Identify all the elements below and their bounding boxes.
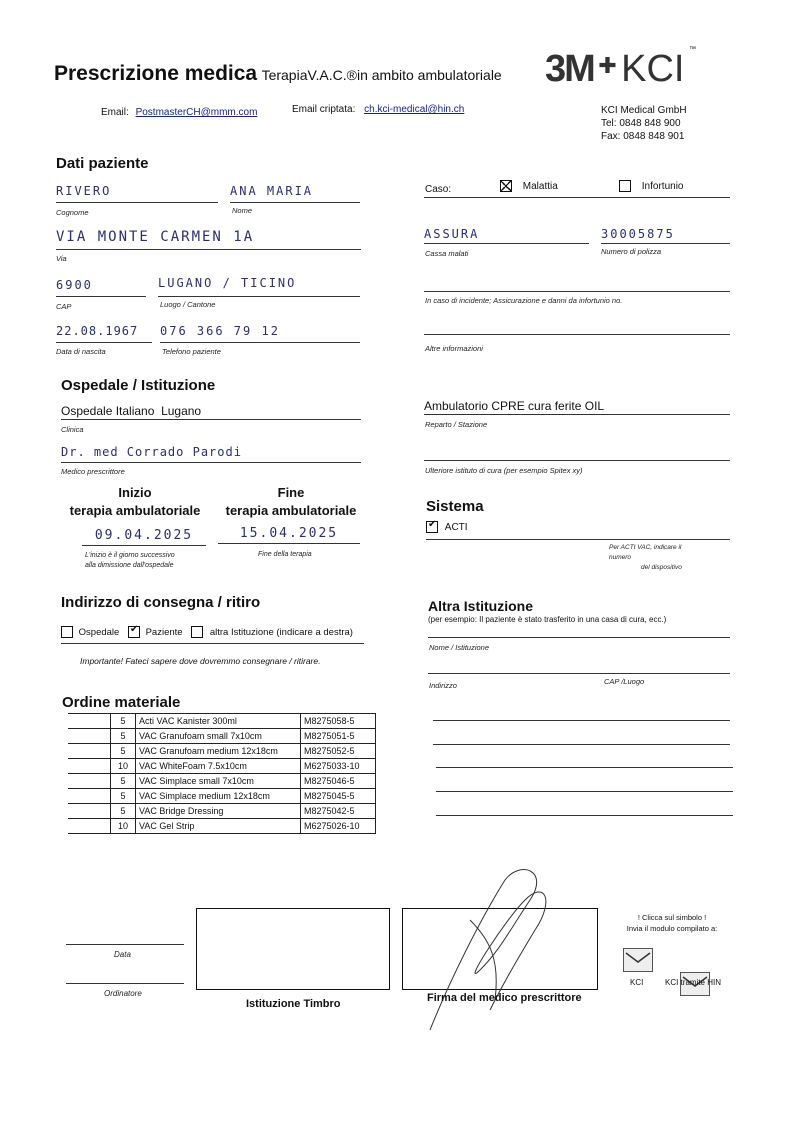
- delivery-patient-checkbox[interactable]: [128, 626, 140, 638]
- department-label: Reparto / Stazione: [425, 420, 488, 429]
- department-field[interactable]: Ambulatorio CPRE cura ferite OIL: [424, 399, 730, 415]
- delivery-hospital-checkbox[interactable]: [61, 626, 73, 638]
- other-name-label: Nome / Istituzione: [429, 643, 490, 652]
- case-label: Caso:: [425, 184, 452, 195]
- phone-field[interactable]: 076 366 79 12: [160, 324, 360, 343]
- device-note-2: numero: [609, 554, 632, 561]
- logo-kci: KCI: [621, 48, 685, 90]
- prescriber-field[interactable]: [66, 983, 184, 984]
- order-qty[interactable]: 5: [111, 729, 136, 744]
- order-desc: Acti VAC Kanister 300ml: [136, 714, 301, 729]
- delivery-patient-label: Paziente: [145, 626, 183, 638]
- dob-field[interactable]: 22.08.1967: [56, 324, 152, 343]
- order-code: M8275042-5: [301, 804, 376, 819]
- street-label: Via: [56, 254, 67, 263]
- order-table: [68, 713, 376, 834]
- order-desc: VAC Simplace medium 12x18cm: [136, 789, 301, 804]
- send-info: [616, 912, 728, 934]
- company-info: [601, 104, 687, 143]
- delivery-options: [61, 626, 353, 638]
- system-section-title: Sistema: [426, 498, 484, 515]
- stamp-box[interactable]: [196, 908, 390, 990]
- order-empty-cell: [68, 714, 111, 729]
- order-desc: VAC Simplace small 7x10cm: [136, 774, 301, 789]
- title-sub: TerapiaV.A.C.®in ambito ambulatoriale: [261, 67, 502, 83]
- further-field[interactable]: [424, 460, 730, 461]
- email-link[interactable]: PostmasterCH@mmm.com: [135, 107, 258, 118]
- accident-field[interactable]: [424, 291, 730, 292]
- acti-checkbox[interactable]: [426, 521, 438, 533]
- stamp-label: Istituzione Timbro: [246, 998, 341, 1010]
- accident-number-label: In caso di incidente; Assicurazione e danni da infortunio no.: [425, 296, 623, 305]
- surname-field[interactable]: RIVERO: [56, 184, 218, 203]
- order-qty[interactable]: 5: [111, 774, 136, 789]
- order-empty-cell: [68, 759, 111, 774]
- start-note: [85, 551, 175, 571]
- start-title: [60, 484, 210, 520]
- doctor-field[interactable]: Dr. med Corrado Parodi: [61, 445, 361, 463]
- accident-label: Infortunio: [641, 180, 684, 192]
- other-cap-label: CAP /Luogo: [604, 677, 645, 686]
- name-label: Nome: [232, 206, 253, 215]
- table-row: [68, 804, 376, 819]
- doctor-label: Medico prescrittore: [61, 467, 125, 476]
- case-line: [424, 197, 730, 198]
- order-code: M8275045-5: [301, 789, 376, 804]
- device-note: [609, 543, 682, 573]
- order-empty-cell: [68, 744, 111, 759]
- case-accident-option[interactable]: [619, 180, 683, 192]
- acti-label: ACTI: [444, 521, 468, 533]
- end-date-field[interactable]: 15.04.2025: [218, 526, 360, 544]
- delivery-note: Importante! Fateci sapere dove dovremmo consegnare / ritirare.: [80, 656, 321, 666]
- delivery-section-title: Indirizzo di consegna / ritiro: [61, 594, 261, 611]
- dob-label: Data di nascita: [56, 347, 106, 356]
- cap-label: CAP: [56, 302, 72, 311]
- kci-label: KCI: [630, 978, 644, 987]
- hospital-section-title: Ospedale / Istituzione: [61, 377, 216, 394]
- delivery-line: [61, 643, 364, 644]
- other-name-field[interactable]: [428, 637, 730, 638]
- email-crypt-label: Email criptata:: [292, 104, 356, 115]
- table-row: [68, 714, 376, 729]
- order-code: M6275026-10: [301, 819, 376, 834]
- street-field[interactable]: VIA MONTE CARMEN 1A: [56, 229, 361, 250]
- order-empty-cell: [68, 789, 111, 804]
- order-desc: VAC Gel Strip: [136, 819, 301, 834]
- start-title-2: terapia ambulatoriale: [69, 503, 201, 518]
- other-address-label: Indirizzo: [429, 681, 457, 690]
- illness-label: Malattia: [522, 180, 558, 192]
- prescriber-label: Ordinatore: [104, 989, 142, 998]
- order-code: M8275051-5: [301, 729, 376, 744]
- logo-3m: 3M: [545, 48, 594, 90]
- date-label: Data: [114, 950, 131, 959]
- title-main: Prescrizione medica: [54, 62, 258, 85]
- extra-line-5[interactable]: [436, 815, 733, 816]
- logo-tm: ™: [688, 46, 696, 53]
- table-row: [68, 789, 376, 804]
- order-qty[interactable]: 10: [111, 819, 136, 834]
- order-section-title: Ordine materiale: [62, 694, 181, 711]
- device-number-field[interactable]: [426, 539, 606, 540]
- hin-label: KCI tramite HIN: [665, 978, 722, 987]
- clinic-field[interactable]: Ospedale Italiano Lugano: [61, 404, 361, 420]
- name-field[interactable]: ANA MARIA: [230, 184, 360, 203]
- email-row: [101, 107, 257, 118]
- order-desc: VAC Granufoam medium 12x18cm: [136, 744, 301, 759]
- device-note-1: Per ACTI VAC, indicare il: [609, 544, 682, 551]
- extra-line-2[interactable]: [433, 744, 730, 745]
- send-info-2: Invia il modulo compilato a:: [626, 924, 718, 933]
- send-info-1: ! Clicca sul simbolo !: [637, 913, 707, 922]
- table-row: [68, 759, 376, 774]
- order-desc: VAC Granufoam small 7x10cm: [136, 729, 301, 744]
- signature-label: Firma del medico prescrittore: [427, 992, 582, 1004]
- extra-line-4[interactable]: [436, 791, 733, 792]
- order-qty[interactable]: 5: [111, 789, 136, 804]
- order-desc: VAC WhiteFoam 7.5x10cm: [136, 759, 301, 774]
- accident-checkbox[interactable]: [619, 180, 631, 192]
- other-address-field[interactable]: [428, 673, 730, 674]
- table-row: [68, 819, 376, 834]
- city-field[interactable]: LUGANO / TICINO: [158, 276, 360, 297]
- order-qty[interactable]: 5: [111, 714, 136, 729]
- table-row: [68, 729, 376, 744]
- table-row: [68, 774, 376, 789]
- surname-label: Cognome: [56, 208, 89, 217]
- end-title-2: terapia ambulatoriale: [225, 503, 357, 518]
- email-crypt-link[interactable]: ch.kci-medical@hin.ch: [364, 104, 465, 115]
- insurance-field[interactable]: ASSURA: [424, 227, 589, 244]
- device-number-line: [606, 539, 730, 540]
- end-note: Fine della terapia: [258, 551, 312, 558]
- delivery-other-label: altra Istituzione (indicare a destra): [209, 626, 353, 638]
- extra-line-1[interactable]: [433, 720, 730, 721]
- policy-field[interactable]: 30005875: [601, 227, 730, 244]
- order-qty[interactable]: 5: [111, 744, 136, 759]
- order-desc: VAC Bridge Dressing: [136, 804, 301, 819]
- order-empty-cell: [68, 804, 111, 819]
- policy-label: Numero di polizza: [601, 247, 662, 256]
- case-illness-option[interactable]: [500, 180, 558, 192]
- system-acti-option[interactable]: [426, 521, 468, 533]
- patient-section-title: Dati paziente: [56, 155, 149, 172]
- other-info-label: Altre informazioni: [425, 344, 483, 353]
- start-title-1: Inizio: [118, 485, 152, 500]
- order-code: M8275052-5: [301, 744, 376, 759]
- order-empty-cell: [68, 729, 111, 744]
- end-title-1: Fine: [277, 485, 305, 500]
- other-institution-example: (per esempio: Il paziente è stato trasferito in una casa di cura, ecc.): [428, 615, 667, 624]
- company-fax: Fax: 0848 848 901: [601, 131, 685, 142]
- delivery-other-checkbox[interactable]: [191, 626, 203, 638]
- order-empty-cell: [68, 819, 111, 834]
- order-code: M6275033-10: [301, 759, 376, 774]
- order-code: M8275046-5: [301, 774, 376, 789]
- table-row: [68, 744, 376, 759]
- insurance-label: Cassa malati: [425, 249, 469, 258]
- email-crypt-row: [292, 104, 464, 115]
- email-label: Email:: [101, 107, 129, 118]
- start-note-1: L'inizio è il giorno successivo: [85, 552, 175, 559]
- start-date-field[interactable]: 09.04.2025: [82, 528, 206, 546]
- delivery-hospital-label: Ospedale: [78, 626, 120, 638]
- other-info-field[interactable]: [424, 334, 730, 335]
- clinic-label: Clinica: [61, 425, 84, 434]
- page-title: [54, 62, 502, 86]
- date-field[interactable]: [66, 944, 184, 945]
- order-code: M8275058-5: [301, 714, 376, 729]
- start-note-2: alla dimissione dall'ospedale: [85, 562, 174, 569]
- cap-field[interactable]: 6900: [56, 278, 146, 297]
- other-institution-title: Altra Istituzione: [428, 598, 534, 614]
- extra-line-3[interactable]: [436, 767, 733, 768]
- kci-mail-icon[interactable]: [623, 948, 653, 972]
- device-note-3: del dispositivo: [641, 564, 682, 571]
- company-name: KCI Medical GmbH: [601, 105, 687, 116]
- end-title: [216, 484, 366, 520]
- plus-icon: ✚: [598, 53, 617, 78]
- phone-label: Telefono paziente: [162, 347, 221, 356]
- order-qty[interactable]: 5: [111, 804, 136, 819]
- city-label: Luogo / Cantone: [160, 300, 216, 309]
- order-qty[interactable]: 10: [111, 759, 136, 774]
- logo: [545, 46, 696, 91]
- order-empty-cell: [68, 774, 111, 789]
- further-label: Ulteriore istituto di cura (per esempio Spitex xy): [425, 466, 583, 475]
- illness-checkbox[interactable]: [500, 180, 512, 192]
- company-tel: Tel: 0848 848 900: [601, 118, 681, 129]
- doctor-signature: [410, 860, 570, 1040]
